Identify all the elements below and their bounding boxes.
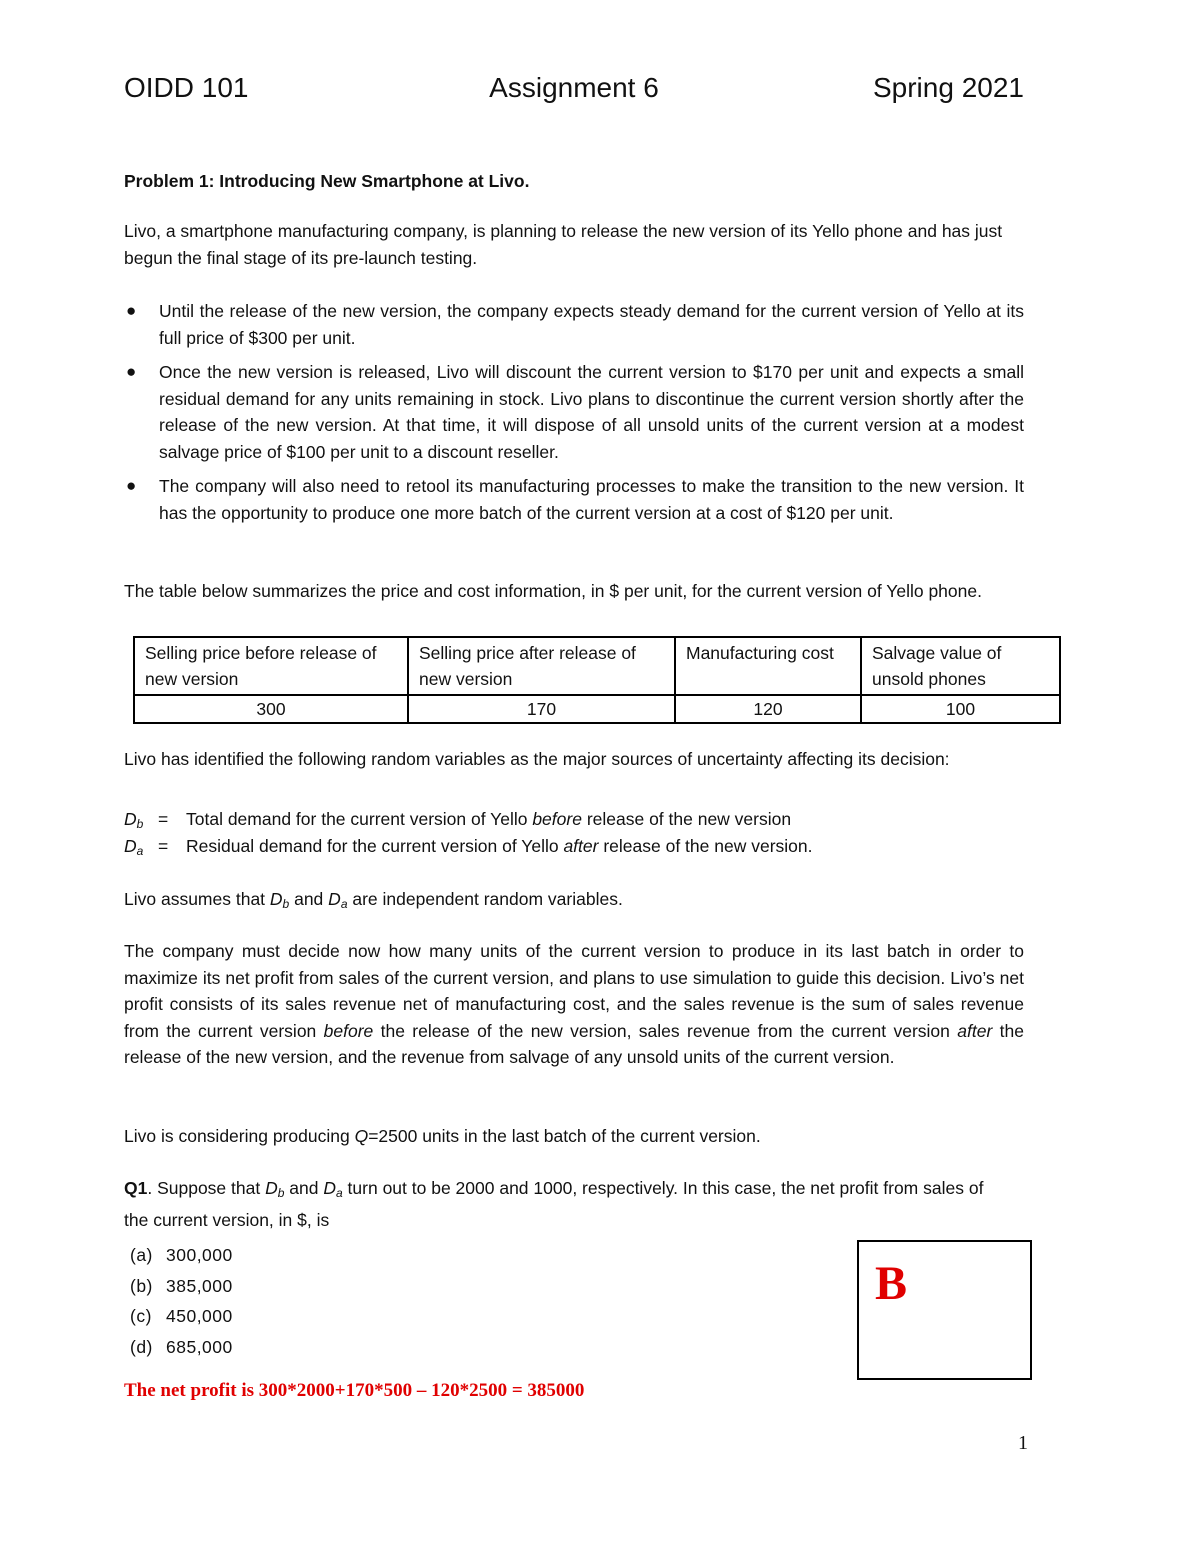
- independence-statement: Livo assumes that $D_b$ and $D_a$ are independent random variables.: [124, 889, 623, 911]
- question-1: Q1. Suppose that $D_b$ and $D_a$ turn out to be 2000 and 1000, respectively. In this case, the net profit from sales of the current version, in $, is: [124, 1178, 984, 1230]
- table-header-cell: Selling price before release of new version: [134, 637, 408, 695]
- table-header-cell: Manufacturing cost: [675, 637, 861, 695]
- list-item: [124, 473, 1024, 526]
- option-c: (c) 450,000: [130, 1306, 233, 1326]
- problem-heading: Problem 1: Introducing New Smartphone at Livo.: [124, 171, 530, 191]
- table-cell: 100: [861, 695, 1060, 723]
- page-number: 1: [1018, 1432, 1028, 1454]
- problem-intro: Livo, a smartphone manufacturing company, is planning to release the new version of its Yello phone and has just begun the final stage of its pre-launch testing.: [124, 221, 1003, 268]
- table-row: [134, 695, 1060, 723]
- price-cost-table: [133, 636, 1061, 724]
- list-item-text: Until the release of the new version, the company expects steady demand for the current version of Yello at its full price of $300 per unit.: [159, 301, 1024, 348]
- assumption-list: [124, 298, 1024, 534]
- page-header: [124, 72, 1024, 112]
- term-label: Spring 2021: [872, 72, 1024, 103]
- option-a: (a) 300,000: [130, 1245, 233, 1265]
- course-code: OIDD 101: [124, 72, 249, 103]
- table-intro: The table below summarizes the price and cost information, in $ per unit, for the current version of Yello phone.: [124, 581, 982, 601]
- table-cell: 120: [675, 695, 861, 723]
- random-variables-intro: Livo has identified the following random variables as the major sources of uncertainty affecting its decision:: [124, 749, 950, 769]
- bullet-icon: ●: [126, 476, 137, 495]
- bullet-icon: ●: [126, 362, 137, 381]
- list-item: [124, 359, 1024, 465]
- decision-paragraph: The company must decide now how many units of the current version to produce in its last batch in order to maximize its net profit from sales of the current version, and plans to use simulation to guide this decision. Livo’s net profit consists of its sales revenue net of manufacturing cost, and the sales revenue is the sum of sales revenue from the current version before the release of the new version, sales revenue from the current version after the release of the new version, and the revenue from salvage of any unsold units of the current version.: [124, 941, 1024, 1067]
- production-consideration: Livo is considering producing Q=2500 units in the last batch of the current version.: [124, 1126, 761, 1146]
- option-d: (d) 685,000: [130, 1336, 233, 1357]
- bullet-icon: ●: [126, 301, 137, 320]
- variable-symbol: $D_b$: [124, 809, 144, 831]
- table-cell: 300: [134, 695, 408, 723]
- table-header-cell: Salvage value of unsold phones: [861, 637, 1060, 695]
- list-item: [124, 298, 1024, 351]
- answer-options: [130, 1240, 233, 1362]
- list-item-text: Once the new version is released, Livo will discount the current version to $170 per unit and expects a small residual demand for any units remaining in stock. Livo plans to discontinue the current version shortly after the release of the new version. At that time, it will dispose of all unsold units of the current version at a modest salvage price of $100 per unit to a discount reseller.: [159, 362, 1024, 462]
- table-header-cell: Selling price after release of new version: [408, 637, 675, 695]
- assignment-title: Assignment 6: [489, 72, 659, 103]
- list-item-text: The company will also need to retool its manufacturing processes to make the transition to the new version. It has the opportunity to produce one more batch of the current version at a cost of $120 per unit.: [159, 476, 1024, 523]
- table-header-row: [134, 637, 1060, 695]
- answer-letter: B: [875, 1257, 908, 1310]
- table-cell: 170: [408, 695, 675, 723]
- variable-symbol: $D_a$: [124, 836, 144, 858]
- option-b: (b) 385,000: [130, 1275, 233, 1296]
- definition-da: $D_a$ = Residual demand for the current version of Yello after release of the new version.: [124, 833, 813, 864]
- definition-db: $D_b$ = Total demand for the current version of Yello before release of the new version: [124, 806, 791, 837]
- solution-text: The net profit is 300*2000+170*500 – 120*2500 = 385000: [124, 1380, 585, 1401]
- answer-box: [857, 1240, 1032, 1380]
